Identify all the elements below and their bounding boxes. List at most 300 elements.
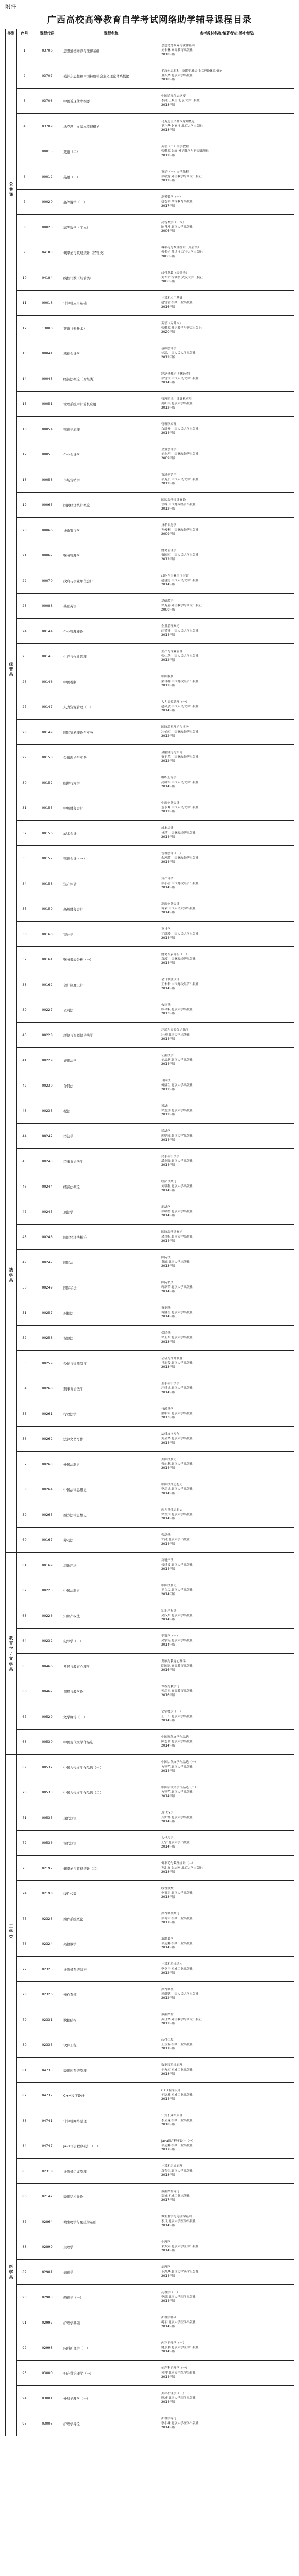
course-name: 计算机系统结构 [62, 1957, 160, 1982]
row-seq: 44 [17, 1124, 32, 1149]
textbook-info: 中级财务会计 孟永峰 中国人民大学出版社 2012年版 [160, 795, 294, 821]
textbook-info: Java语言程序设计（一） 辛运帏 机械工业出版社 2017年版 [160, 2133, 294, 2159]
table-row [6, 190, 294, 215]
course-name: 成本会计 [62, 821, 160, 846]
course-name: 外国法制史 [62, 1452, 160, 1477]
row-seq: 45 [17, 1149, 32, 1174]
table-row [6, 1225, 294, 1250]
textbook-info: 生理学 朱大年 北京大学医学出版社 2014年版 [160, 2234, 294, 2260]
header-seq: 序号 [17, 29, 32, 38]
course-name: 合同法 [62, 1073, 160, 1098]
textbook-info: 基础英语 徐克容 外语教学与研究出版社 2000年版 [160, 594, 294, 619]
table-row [6, 770, 294, 795]
row-seq: 88 [17, 2234, 32, 2260]
row-seq: 17 [17, 442, 32, 467]
course-code: 00065 [32, 493, 62, 518]
row-seq: 19 [17, 493, 32, 518]
textbook-info: 线性代数 申亚男 北京大学出版社 2018年版 [160, 1881, 294, 1906]
table-row [6, 2083, 294, 2108]
row-seq: 3 [17, 89, 32, 114]
course-name: 操作系统概论 [62, 1906, 160, 1931]
course-code: 00232 [32, 1629, 62, 1654]
course-name: 课程与教学论 [62, 1679, 160, 1704]
row-seq: 79 [17, 2007, 32, 2032]
textbook-info: 操作系统概论 张琼声 机械工业出版社 2017年版 [160, 1906, 294, 1931]
course-code: 02326 [32, 1982, 62, 2007]
course-name: 概率论与数理统计（经管类） [62, 240, 160, 265]
course-code: 00262 [32, 1427, 62, 1452]
table-row [6, 417, 294, 442]
course-name: 公证与律师制度 [62, 1351, 160, 1376]
course-name: 会计制度设计 [62, 972, 160, 997]
course-name: 票据法 [62, 1300, 160, 1326]
course-name: 中国古代文学作品选（二） [62, 1780, 160, 1805]
table-row [6, 2108, 294, 2133]
table-row [6, 1300, 294, 1326]
course-name: 国际经济法概论 [62, 1225, 160, 1250]
course-code: 00015 [32, 139, 62, 164]
table-row [6, 2361, 294, 2386]
textbook-info: 计算机系统结构 李学干 机械工业出版社 2012年版 [160, 1957, 294, 1982]
textbook-info: 毛泽东思想和中国特色社会主义理论体系概论 卫兴华 北京大学出版社 2018年版 [160, 63, 294, 89]
row-seq: 4 [17, 114, 32, 139]
course-name: 计算机网络原理 [62, 2108, 160, 2133]
course-name: 民法学 [62, 1124, 160, 1149]
course-code: 00535 [32, 1805, 62, 1831]
row-seq: 41 [17, 1048, 32, 1073]
course-name: 国际私法 [62, 1275, 160, 1300]
row-seq: 2 [17, 63, 32, 89]
table-row [6, 1023, 294, 1048]
course-code: 00228 [32, 1023, 62, 1048]
category-cell: 法 学 类 [6, 997, 17, 1553]
table-row [6, 215, 294, 240]
table-row [6, 922, 294, 947]
row-seq: 47 [17, 1199, 32, 1225]
textbook-info: 离散数学 辛运帏 机械工业出版社 2014年版 [160, 1931, 294, 1957]
course-code: 00162 [32, 972, 62, 997]
course-name: 国际法 [62, 1250, 160, 1275]
course-name: 经济法概论 [62, 1174, 160, 1199]
textbook-info: 现代汉语 齐沪扬 北京大学出版社 2014年版 [160, 1805, 294, 1831]
course-name: 财务报表分析（一） [62, 947, 160, 972]
course-name: 毛泽东思想和中国特色社会主义理论体系概论 [62, 63, 160, 89]
textbook-info: 概率论与数理统计（二） 孙洪祥 张志刚 北京大学出版社 2018年版 [160, 1856, 294, 1881]
textbook-info: 管理学原理 白瑗峥 中国人民大学出版社 2014年版 [160, 417, 294, 442]
course-code: 00259 [32, 1351, 62, 1376]
course-name: 资产评估 [62, 871, 160, 896]
course-name: 政府与事业单位会计 [62, 568, 160, 594]
course-name: 知识产权法 [62, 1603, 160, 1629]
textbook-info: 国民经济统计概论 侯峰 中国财政经济出版社 2012年版 [160, 493, 294, 518]
course-name: 金融理论与实务 [62, 745, 160, 770]
row-seq: 35 [17, 896, 32, 922]
table-row [6, 568, 294, 594]
row-seq: 16 [17, 417, 32, 442]
course-name: 中国税制 [62, 669, 160, 694]
course-name: 刑事诉讼法学 [62, 1376, 160, 1401]
row-seq: 86 [17, 2184, 32, 2209]
course-name: 组织行为学 [62, 770, 160, 795]
course-code: 00533 [32, 1780, 62, 1805]
course-code: 00159 [32, 896, 62, 922]
course-code: 00258 [32, 1326, 62, 1351]
textbook-info: 内科护理学（一） 姚景鹏 北京大学医学出版社 2014年版 [160, 2335, 294, 2361]
textbook-info: 劳动法 郭捷 北京大学出版社 2014年版 [160, 1528, 294, 1553]
textbook-info: 犯罪学（一） 吴宗宪 北京大学出版社 2014年版 [160, 1629, 294, 1654]
textbook-info: 马克思主义基本原理概论 卫兴华 赵家祥 北京大学出版社 2018年版 [160, 114, 294, 139]
course-name: 劳动法 [62, 1528, 160, 1553]
course-code: 02324 [32, 1931, 62, 1957]
row-seq: 20 [17, 518, 32, 543]
course-code: 02899 [32, 2234, 62, 2260]
row-seq: 81 [17, 2058, 32, 2083]
course-code: 02198 [32, 1881, 62, 1906]
header-code: 课程代码 [32, 29, 62, 38]
row-seq: 42 [17, 1073, 32, 1098]
course-name: 管理学原理 [62, 417, 160, 442]
course-code: 00043 [32, 366, 62, 392]
textbook-info: 民法学 郭明瑞 北京大学出版社 2014年版 [160, 1124, 294, 1149]
table-row [6, 493, 294, 518]
textbook-info: 病理学 王恩华 北京大学医学出版社 2014年版 [160, 2260, 294, 2285]
course-code: 02903 [32, 2285, 62, 2310]
table-row [6, 1098, 294, 1124]
textbook-info: 软件工程 王立福 机械工业出版社 2011年版 [160, 2032, 294, 2058]
course-name: 护理学基础 [62, 2310, 160, 2335]
course-name: 计算机组成原理 [62, 2159, 160, 2184]
course-code: 00529 [32, 1704, 62, 1730]
course-code: 02333 [32, 2032, 62, 2058]
textbook-info: 外科护理学（一） 顾沛 北京大学医学出版社 2014年版 [160, 2386, 294, 2411]
course-name: 国际贸易理论与实务 [62, 720, 160, 745]
table-row [6, 2058, 294, 2083]
course-code: 00156 [32, 821, 62, 846]
row-seq: 7 [17, 190, 32, 215]
table-row [6, 1679, 294, 1704]
textbook-info: 微生物学与免疫学基础 李凡 北京大学医学出版社 2014年版 [160, 2209, 294, 2234]
course-name: 外科护理学（一） [62, 2386, 160, 2411]
row-seq: 58 [17, 1477, 32, 1502]
table-body [6, 38, 294, 2436]
table-row [6, 1755, 294, 1780]
course-code: 00167 [32, 1528, 62, 1553]
table-row [6, 265, 294, 291]
row-seq: 55 [17, 1401, 32, 1427]
row-seq: 66 [17, 1679, 32, 1704]
textbook-info: 数据库系统原理 辛赤军 机械工业出版社 2018年版 [160, 2058, 294, 2083]
row-seq: 82 [17, 2083, 32, 2108]
textbook-info: 操作系统 谭耀铭 中国人民大学出版社 2012年版 [160, 1982, 294, 2007]
table-row [6, 2310, 294, 2335]
course-name: 管理系统中计算机应用 [62, 392, 160, 417]
row-seq: 54 [17, 1376, 32, 1401]
course-name: 计算机应用基础 [62, 291, 160, 316]
course-code: 00223 [32, 1578, 62, 1603]
table-row [6, 467, 294, 493]
table-row [6, 2260, 294, 2285]
textbook-info: 刑事诉讼法学 汪建成 北京大学出版社 2014年版 [160, 1376, 294, 1401]
row-seq: 48 [17, 1225, 32, 1250]
row-seq: 27 [17, 694, 32, 720]
textbook-info: 管理会计（一） 余恕莲 中国财政经济出版社 2014年版 [160, 846, 294, 871]
course-name: 西方法律思想史 [62, 1502, 160, 1528]
textbook-info: 数据结构 苏仕华 外语教学与研究出版社 2012年版 [160, 2007, 294, 2032]
table-row [6, 114, 294, 139]
course-name: 国民经济统计概论 [62, 493, 160, 518]
row-seq: 85 [17, 2159, 32, 2184]
course-code: 03003 [32, 2411, 62, 2436]
textbook-info: 政府与事业单位会计 赵建勇 中国人民大学出版社 2014年版 [160, 568, 294, 594]
course-name: 数据结构导论 [62, 2184, 160, 2209]
table-row [6, 669, 294, 694]
table-row [6, 1275, 294, 1300]
table-row [6, 1502, 294, 1528]
textbook-info: 企业会计学 刘东明 中国财政经济出版社 2009年版 [160, 442, 294, 467]
course-code: 04737 [32, 2083, 62, 2108]
row-seq: 31 [17, 795, 32, 821]
table-row [6, 1881, 294, 1906]
row-seq: 15 [17, 392, 32, 417]
table-row [6, 594, 294, 619]
row-seq: 84 [17, 2133, 32, 2159]
course-name: 行政法学 [62, 1401, 160, 1427]
row-seq: 18 [17, 467, 32, 493]
course-code: 00018 [32, 291, 62, 316]
textbook-info: 古代汉语 王宁 北京大学出版社 2014年版 [160, 1831, 294, 1856]
course-code: 13000 [32, 316, 62, 341]
table-row [6, 2386, 294, 2411]
course-name: 经济法概论（财经类） [62, 366, 160, 392]
row-seq: 32 [17, 821, 32, 846]
row-seq: 28 [17, 720, 32, 745]
course-name: 微生物学与免疫学基础 [62, 2209, 160, 2234]
row-seq: 60 [17, 1528, 32, 1553]
textbook-info: 成本会计 林莉 中国财政经济出版社 2014年版 [160, 821, 294, 846]
course-name: 英语（专升本） [62, 316, 160, 341]
course-code: 00067 [32, 543, 62, 568]
row-seq: 52 [17, 1326, 32, 1351]
course-name: 企业管理概论 [62, 619, 160, 644]
row-seq: 14 [17, 366, 32, 392]
table-row [6, 2234, 294, 2260]
table-row [6, 846, 294, 871]
table-row [6, 644, 294, 669]
textbook-info: 中国近现代史纲要 李捷 王顺生 北京大学出版社 2018年版 [160, 89, 294, 114]
textbook-info: 公司法 顾功耘 北京大学出版社 2013年版 [160, 997, 294, 1023]
row-seq: 49 [17, 1250, 32, 1275]
course-name: 基础英语 [62, 594, 160, 619]
textbook-info: 计算机应用基础 赵守香 机械工业出版社 2016年版 [160, 291, 294, 316]
course-code: 04184 [32, 265, 62, 291]
table-row [6, 1629, 294, 1654]
course-name: 房地产法 [62, 1553, 160, 1578]
textbook-info: 金融理论与实务 贾玉革 中国财政经济出版社 2012年版 [160, 745, 294, 770]
textbook-info: 审计学 丁瑞玲 中国人民大学出版社 2014年版 [160, 922, 294, 947]
table-row [6, 1730, 294, 1755]
row-seq: 75 [17, 1906, 32, 1931]
course-code: 00244 [32, 1174, 62, 1199]
textbook-info: C++程序设计 辛运帏 机械工业出版社 2014年版 [160, 2083, 294, 2108]
course-code: 03709 [32, 114, 62, 139]
table-row [6, 38, 294, 63]
course-code: 00160 [32, 922, 62, 947]
course-code: 00466 [32, 1654, 62, 1679]
textbook-info: 公证与律师制度 马宏俊 北京大学出版社 2013年版 [160, 1351, 294, 1376]
course-name: 公司法 [62, 997, 160, 1023]
textbook-info: 计算机组成原理 袁春风 北京大学出版社 2018年版 [160, 2159, 294, 2184]
header-name: 课程名称 [62, 29, 160, 38]
header-textbook: 参考教材名称/编著者/出版社/版次 [160, 29, 294, 38]
course-code: 00530 [32, 1730, 62, 1755]
table-row [6, 341, 294, 366]
course-code: 00161 [32, 947, 62, 972]
textbook-info: 外国法制史 曾尔恕 北京大学出版社 2014年版 [160, 1452, 294, 1477]
course-code: 02197 [32, 1856, 62, 1881]
course-name: 审计学 [62, 922, 160, 947]
course-name: 法律文书写作 [62, 1427, 160, 1452]
course-code: 00264 [32, 1477, 62, 1502]
row-seq: 38 [17, 972, 32, 997]
course-name: 高等数学（一） [62, 190, 160, 215]
row-seq: 6 [17, 164, 32, 190]
course-name: 中级财务会计 [62, 795, 160, 821]
course-code: 02998 [32, 2335, 62, 2361]
category-cell: 教 育 学 / 文 学 类 [6, 1553, 17, 1755]
textbook-info: 中国法制史 王立民 北京大学出版社 2014年版 [160, 1578, 294, 1603]
course-code: 02142 [32, 2184, 62, 2209]
course-name: 高等数学（工本） [62, 215, 160, 240]
row-seq: 37 [17, 947, 32, 972]
textbook-info: 税法 徐孟洲 北京大学出版社 2012年版 [160, 1098, 294, 1124]
textbook-info: 知识产权法 吴汉东 北京大学出版社 2014年版 [160, 1603, 294, 1629]
table-row [6, 2209, 294, 2234]
table-row [6, 89, 294, 114]
course-name: 英语（二） [62, 139, 160, 164]
course-name: 操作系统 [62, 1982, 160, 2007]
textbook-info: 高等数学（一） 扈志明 高等教育出版社 2017年版 [160, 190, 294, 215]
textbook-info: 中国税制 梁伟样 中国财政经济出版社 2012年版 [160, 669, 294, 694]
row-seq: 92 [17, 2335, 32, 2361]
row-seq: 78 [17, 1982, 32, 2007]
header-category: 类别 [6, 29, 17, 38]
table-row [6, 1982, 294, 2007]
row-seq: 57 [17, 1452, 32, 1477]
course-code: 02997 [32, 2310, 62, 2335]
course-code: 02901 [32, 2260, 62, 2285]
table-row [6, 947, 294, 972]
course-code: 00054 [32, 417, 62, 442]
course-code: 03707 [32, 63, 62, 89]
textbook-info: 管理系统中计算机应用 周山芙 北京大学出版社 2012年版 [160, 392, 294, 417]
table-row [6, 745, 294, 770]
row-seq: 61 [17, 1553, 32, 1578]
row-seq: 30 [17, 770, 32, 795]
table-row [6, 2159, 294, 2184]
row-seq: 21 [17, 543, 32, 568]
table-row [6, 871, 294, 896]
course-name: 文学概论（一） [62, 1704, 160, 1730]
course-code: 00169 [32, 1553, 62, 1578]
course-code: 00230 [32, 1073, 62, 1098]
course-code: 00023 [32, 215, 62, 240]
course-code: 00150 [32, 745, 62, 770]
course-code: 02864 [32, 2209, 62, 2234]
table-row [6, 2411, 294, 2436]
row-seq: 67 [17, 1704, 32, 1730]
document-title: 广西高校高等教育自学考试网络助学辅导课程目录 [47, 15, 252, 25]
course-code: 00227 [32, 997, 62, 1023]
textbook-info: 法律文书写作 刘金华 北京大学出版社 2014年版 [160, 1427, 294, 1452]
textbook-info: 国际法 黄瑶 北京大学出版社 2013年版 [160, 1250, 294, 1275]
course-name: 护理学导论 [62, 2411, 160, 2436]
course-name: 马克思主义基本原理概论 [62, 114, 160, 139]
table-row [6, 1957, 294, 1982]
textbook-info: 经济法概论（财经类） 张守文 中国人民大学出版社 2014年版 [160, 366, 294, 392]
table-row [6, 1477, 294, 1502]
table-row [6, 1250, 294, 1275]
row-seq: 83 [17, 2108, 32, 2133]
textbook-info: 课程与教学论 钟启泉 高等教育出版社 2016年版 [160, 1679, 294, 1704]
table-row [6, 2335, 294, 2361]
course-code: 03706 [32, 38, 62, 63]
course-name: 软件工程 [62, 2032, 160, 2058]
row-seq: 76 [17, 1931, 32, 1957]
textbook-info: 中国古代文学作品选（一） 方智范 北京大学出版社 2014年版 [160, 1755, 294, 1780]
course-name: 基础会计学 [62, 341, 160, 366]
table-row [6, 543, 294, 568]
course-code: 00263 [32, 1452, 62, 1477]
course-code: 00536 [32, 1831, 62, 1856]
course-code: 00532 [32, 1755, 62, 1780]
course-name: 思想道德修养与法律基础 [62, 38, 160, 63]
course-code: 00158 [32, 871, 62, 896]
course-code: 00265 [32, 1502, 62, 1528]
course-name: 中国现代文学作品选 [62, 1730, 160, 1755]
table-row [6, 896, 294, 922]
table-row [6, 1073, 294, 1098]
category-cell: 工 学 类 [6, 1755, 17, 2108]
table-row [6, 1856, 294, 1881]
textbook-info: 刑法学 张明楷 北京大学出版社 2014年版 [160, 1199, 294, 1225]
row-seq: 43 [17, 1098, 32, 1124]
row-seq: 69 [17, 1755, 32, 1780]
row-seq: 62 [17, 1578, 32, 1603]
textbook-info: 国际贸易理论与实务 冷柏军 中国财政经济出版社 2012年版 [160, 720, 294, 745]
category-cell: 经 管 类 [6, 341, 17, 997]
course-code: 03000 [32, 2361, 62, 2386]
textbook-info: 英语（专升本） 张敬源 外语教学与研究出版社 2020年版 [160, 316, 294, 341]
table-row [6, 392, 294, 417]
table-row [6, 1831, 294, 1856]
row-seq: 33 [17, 846, 32, 871]
course-name: 发展与教育心理学 [62, 1654, 160, 1679]
row-seq: 8 [17, 215, 32, 240]
table-row [6, 1780, 294, 1805]
course-code: 04735 [32, 2058, 62, 2083]
row-seq: 9 [17, 240, 32, 265]
course-name: 犯罪学（一） [62, 1629, 160, 1654]
course-name: 保险法 [62, 1326, 160, 1351]
course-name: 中国法律思想史 [62, 1477, 160, 1502]
textbook-info: 证据法学 刘品新 北京大学出版社 2014年版 [160, 1048, 294, 1073]
table-header-row [6, 29, 294, 38]
table-row [6, 1906, 294, 1931]
row-seq: 87 [17, 2209, 32, 2234]
row-seq: 36 [17, 922, 32, 947]
table-row [6, 316, 294, 341]
course-code: 02318 [32, 2159, 62, 2184]
